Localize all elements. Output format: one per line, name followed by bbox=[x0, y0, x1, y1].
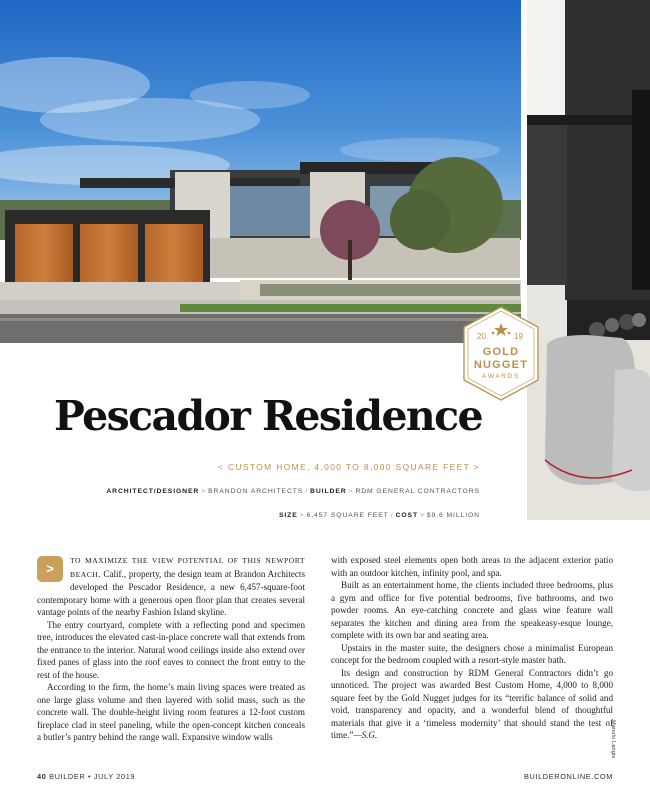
page-number: 40 bbox=[37, 772, 47, 781]
publication-name: BUILDER bbox=[49, 772, 86, 781]
credits-size-cost: SIZE > 6,457 SQUARE FEET / COST > $9.6 MILLION bbox=[278, 512, 480, 519]
size-value: 6,457 SQUARE FEET bbox=[306, 512, 389, 519]
article-column-right bbox=[331, 554, 613, 742]
paragraph-2: The entry courtyard, complete with a reflecting pond and specimen tree, introduces the elevated cast-in-place concrete wall that extends from the entrance to the interior. Natural wood ceilings inside also extend over fixed panes of glass into the roof eaves to connect the front entry to the rest of the house. bbox=[37, 619, 305, 680]
footer-folio bbox=[37, 772, 135, 781]
badge-awards: AWARDS bbox=[482, 373, 520, 380]
builder-label: BUILDER bbox=[310, 488, 347, 495]
footer-website: BUILDERONLINE.COM bbox=[523, 772, 613, 781]
builder-value: RDM GENERAL CONTRACTORS bbox=[355, 488, 480, 495]
side-photo-interior-fireplace bbox=[527, 0, 650, 520]
badge-gold: GOLD bbox=[482, 346, 520, 358]
paragraph-5: Built as an entertainment home, the clients included three bedrooms, plus a gym and office for five potential bedrooms, five bathrooms, and two powder rooms. An eye-catching concrete and glass wine feature wall separates the kitchen and dining area from the speakeasy-esque lounge, complete with its own bar and seating area. bbox=[331, 580, 613, 640]
paragraph-1-rest: Calif., property, the design team at Brandon Architects developed the Pescador Residence, a new 6,457-square-foot contemporary home with a generous open floor plan that creates several vantage points of the nearby Fashion Island skyline. bbox=[37, 568, 305, 617]
hero-photo-house-exterior bbox=[0, 0, 521, 343]
article-column-left bbox=[37, 554, 305, 744]
dropcap-arrow-icon: > bbox=[37, 556, 63, 582]
paragraph-7-text: Its design and construction by RDM General Contractors didn’t go unnoticed. The project was awarded Best Custom Home, 4,000 to 8,000 square feet by the Gold Nugget judges for its “terrific balance of solid and void, transparency and opacity, and a wonderful blend of thoughtful materials that give it a ‘timeless modernity’ that should stand the test of time.” bbox=[331, 667, 613, 740]
paragraph-3: According to the firm, the home’s main living spaces were treated as one large glass volume and then layered with solid mass, such as the concrete wall. The double-height living room features a 12-foot custom fireplace clad in steel paneling, while the open-concept kitchen conceals a butler’s pantry behind the range wall. Expansive window walls bbox=[37, 682, 305, 742]
article-title: Pescador Residence bbox=[54, 392, 482, 440]
credits-architect-builder: ARCHITECT/DESIGNER > BRANDON ARCHITECTS / BUILDER > RDM GENERAL CONTRACTORS bbox=[106, 488, 480, 495]
architect-value: BRANDON ARCHITECTS bbox=[208, 488, 304, 495]
article-category: < CUSTOM HOME, 4,000 TO 8,000 SQUARE FEET > bbox=[217, 462, 480, 472]
lead-caps: TO MAXIMIZE THE VIEW POTENTIAL OF THIS NEWPORT BEACH, bbox=[70, 556, 305, 579]
photo-credit: Manolo Langis bbox=[610, 720, 616, 759]
paragraph-6: Upstairs in the master suite, the designers chose a minimalist European concept for the bedroom coupled with a resort-style master bath. bbox=[331, 642, 613, 665]
signature: —S.G. bbox=[353, 730, 378, 740]
paragraph-4: with exposed steel elements open both areas to the adjacent exterior patio with an outdoor kitchen, infinity pool, and spa. bbox=[331, 555, 613, 578]
badge-nugget: NUGGET bbox=[473, 359, 529, 371]
paragraph-7 bbox=[331, 667, 613, 742]
badge-year-right: 19 bbox=[514, 332, 523, 341]
badge-year-left: 20 bbox=[477, 332, 486, 341]
size-label: SIZE bbox=[278, 512, 298, 519]
gold-nugget-awards-badge bbox=[462, 305, 540, 402]
cost-label: COST bbox=[395, 512, 418, 519]
architect-label: ARCHITECT/DESIGNER bbox=[106, 488, 200, 495]
cost-value: $9.6 MILLION bbox=[426, 512, 480, 519]
issue-date: • JULY 2019 bbox=[87, 772, 136, 781]
paragraph-1 bbox=[37, 554, 305, 619]
